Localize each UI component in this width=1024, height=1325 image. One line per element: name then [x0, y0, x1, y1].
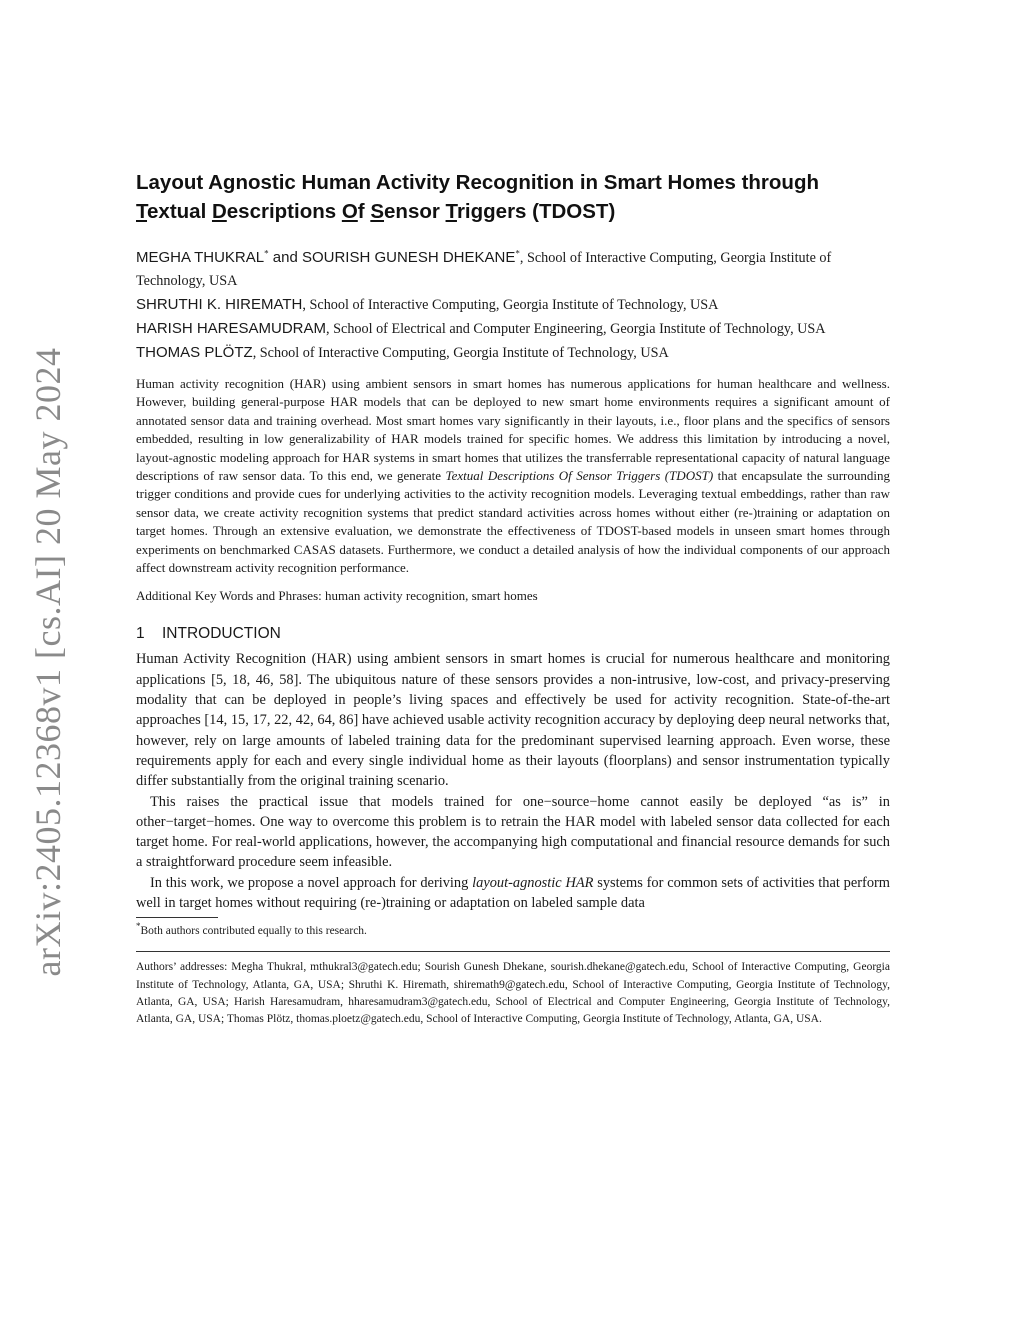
author-name: MEGHA THUKRAL	[136, 249, 265, 266]
title-acronym-letter: O	[341, 200, 358, 223]
author-conjunction: and	[268, 249, 302, 266]
author-name: SHRUTHI K. HIREMATH	[136, 296, 303, 313]
title-acronym-letter: T	[445, 200, 457, 223]
section-number: 1	[136, 625, 145, 643]
paper-title	[136, 168, 890, 226]
title-word-rest: ensor	[384, 200, 446, 223]
author-line-1	[136, 246, 890, 293]
paragraph-text: systems for common sets of activities that perform well in target homes without requiring (re-)training or adaptation on labeled sample data	[136, 874, 890, 912]
author-addresses: Authors’ addresses: Megha Thukral, mthukral3@gatech.edu; Sourish Gunesh Dhekane, sourish.dhekane@gatech.edu, School of Interactive Computing, Georgia Institute of Technology, Atlanta, GA, USA; Shruthi K. Hiremath, shiremath9@gatech.edu, School of Interactive Computing, Georgia Institute of Technology, Atlanta, GA, USA; Harish Haresamudram, hharesamudram3@gatech.edu, School of Electrical and Computer Engineering, Georgia Institute of Technology, Atlanta, GA, USA; Thomas Plötz, thomas.ploetz@gatech.edu, School of Interactive Computing, Georgia Institute of Technology, Atlanta, GA, USA.	[136, 961, 890, 1026]
title-word-rest: f	[357, 200, 371, 223]
footnote	[136, 921, 890, 939]
title-acronym-letter: S	[370, 200, 385, 223]
paper-page	[136, 168, 890, 1029]
abstract	[136, 375, 890, 577]
abstract-emphasis: Textual Descriptions Of Sensor Triggers (TDOST)	[445, 468, 714, 484]
paragraph-emphasis: layout-agnostic HAR	[472, 874, 594, 891]
title-acronym-letter: T	[136, 200, 148, 223]
title-line-2	[136, 200, 615, 223]
address-divider	[136, 951, 890, 952]
footnote-marker: *	[264, 248, 269, 259]
abstract-text: that encapsulate the surrounding trigger conditions and provide cues for underlying activities to the activity recognition models. Leveraging textual embeddings, rather than raw sensor data, we create activity recognition systems that predict standard activities across homes without either (re-)training or adaptation on target homes. Through an extensive evaluation, we demonstrate the effectiveness of TDOST-based models in unseen smart homes through experiments on benchmarked CASAS datasets. Furthermore, we conduct a detailed analysis of how the individual components of our approach affect downstream activity recognition performance.	[136, 468, 890, 576]
author-line-3	[136, 317, 890, 341]
author-line-2	[136, 293, 890, 317]
title-acronym-letter: D	[211, 200, 227, 223]
title-word-rest: extual	[147, 200, 212, 223]
author-affiliation: , School of Interactive Computing, Georgia Institute of Technology, USA	[252, 345, 669, 361]
author-affiliation: , School of Interactive Computing, Georgia Institute of Technology, USA	[302, 297, 719, 313]
abstract-text: Human activity recognition (HAR) using ambient sensors in smart homes has numerous applications for human healthcare and wellness. However, building general-purpose HAR models that can be deployed to new smart home environments requires a significant amount of annotated sensor data and training overhead. Most smart homes vary significantly in their layouts, i.e., floor plans and the specifics of sensors embedded, resulting in low generalizability of HAR models trained for specific homes. We address this limitation by introducing a novel, layout-agnostic modeling approach for HAR systems in smart homes that utilizes the transferrable representational capacity of natural language descriptions of raw sensor data. To this end, we generate	[136, 376, 890, 484]
author-block	[136, 246, 890, 365]
title-line-1: Layout Agnostic Human Activity Recognition in Smart Homes through	[136, 171, 819, 194]
arxiv-stamp: arXiv:2405.12368v1 [cs.AI] 20 May 2024	[28, 347, 68, 977]
footnote-marker: *	[136, 921, 141, 932]
section-heading-introduction	[136, 623, 890, 645]
title-word-rest: escriptions	[226, 200, 342, 223]
intro-paragraph-3	[136, 873, 890, 914]
title-word-rest: riggers (TDOST)	[456, 200, 616, 223]
footnote-divider	[136, 917, 218, 918]
author-affiliation: , School of Electrical and Computer Engineering, Georgia Institute of Technology, USA	[326, 321, 826, 337]
keywords: Additional Key Words and Phrases: human activity recognition, smart homes	[136, 588, 538, 604]
intro-paragraph-1: Human Activity Recognition (HAR) using ambient sensors in smart homes is crucial for numerous healthcare and monitoring applications [5, 18, 46, 58]. The ubiquitous nature of these sensors provides a non-intrusive, low-cost, and privacy-preserving modality that can be deployed in people’s living spaces and effectively be used for activity recognition. State-of-the-art approaches [14, 15, 17, 22, 42, 64, 86] have achieved usable activity recognition accuracy by deploying deep neural networks that, however, rely on large amounts of labeled training data for the predominant supervised learning approach. Even worse, these requirements apply for each and every single individual home as their layouts (floorplans) and sensor instrumentation typically differ substantially from the original training scenario.	[136, 651, 890, 790]
author-name: HARISH HARESAMUDRAM	[136, 320, 327, 337]
author-line-4	[136, 341, 890, 365]
footnote-marker: *	[515, 248, 520, 259]
author-name: SOURISH GUNESH DHEKANE	[301, 249, 516, 266]
author-name: THOMAS PLÖTZ	[136, 344, 253, 361]
footnote-text: Both authors contributed equally to this research.	[140, 925, 367, 938]
paragraph-text: In this work, we propose a novel approach for deriving	[150, 874, 473, 891]
author-affiliation: , School of Interactive Computing, Georgia Institute of Technology, USA	[136, 250, 832, 289]
section-title: INTRODUCTION	[162, 625, 281, 643]
intro-paragraph-2: This raises the practical issue that models trained for one−source−home cannot easily be deployed “as is” in other−target−homes. One way to overcome this problem is to retrain the HAR model with labeled sensor data collected for each target home. For real-world applications, however, the accompanying high computational and financial resource demands for such a straightforward procedure seem infeasible.	[136, 793, 890, 871]
